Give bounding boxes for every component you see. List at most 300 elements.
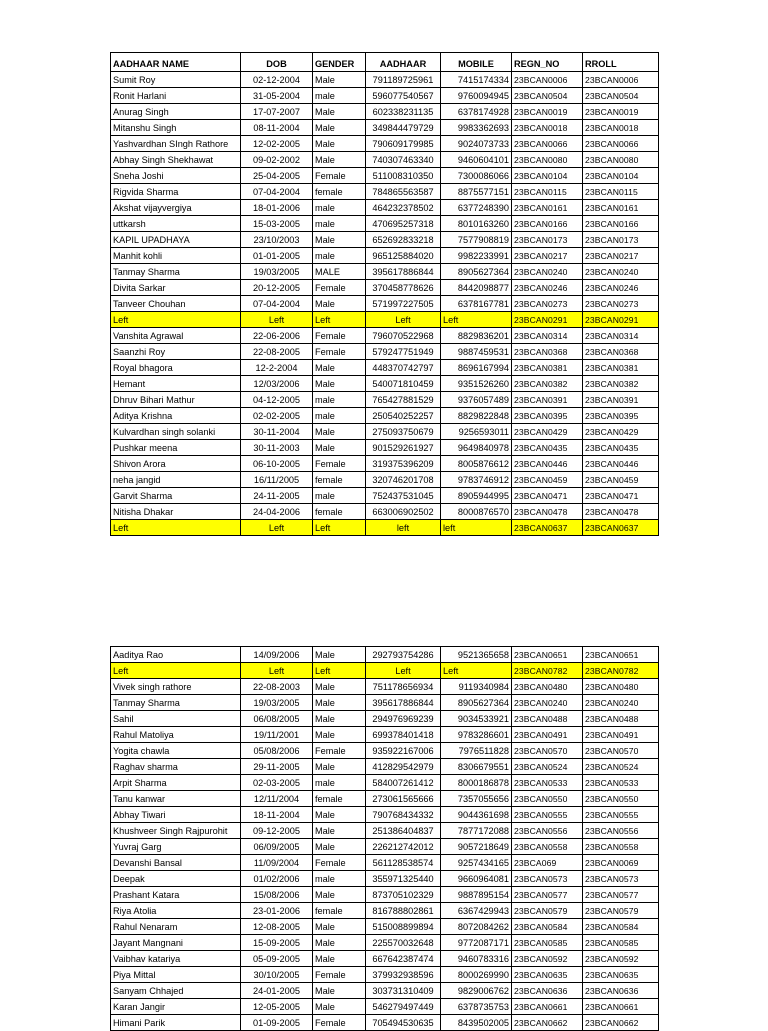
cell-mobile: 9783286601	[441, 727, 512, 743]
cell-rroll: 23BCAN0240	[583, 695, 659, 711]
cell-mobile: 8000876570	[441, 504, 512, 520]
cell-name: Piya Mittal	[111, 967, 241, 983]
cell-aadhaar: 320746201708	[366, 472, 441, 488]
cell-name: Yogita chawla	[111, 743, 241, 759]
cell-gender: male	[313, 88, 366, 104]
cell-mobile: 8005876612	[441, 456, 512, 472]
cell-regn-no: 23BCAN0504	[512, 88, 583, 104]
cell-aadhaar: 251386404837	[366, 823, 441, 839]
cell-dob: 01-01-2005	[241, 248, 313, 264]
cell-dob: 31-05-2004	[241, 88, 313, 104]
cell-mobile: 8072084262	[441, 919, 512, 935]
cell-regn-no: 23BCAN0161	[512, 200, 583, 216]
cell-regn-no: 23BCAN0429	[512, 424, 583, 440]
cell-dob: 18-11-2004	[241, 807, 313, 823]
cell-name: Divita Sarkar	[111, 280, 241, 296]
cell-regn-no: 23BCAN0435	[512, 440, 583, 456]
cell-regn-no: 23BCAN0368	[512, 344, 583, 360]
cell-gender: female	[313, 903, 366, 919]
cell-regn-no: 23BCAN0246	[512, 280, 583, 296]
table-row	[111, 759, 659, 775]
table-row	[111, 647, 659, 663]
cell-rroll: 23BCAN0314	[583, 328, 659, 344]
cell-aadhaar: 319375396209	[366, 456, 441, 472]
table-row	[111, 679, 659, 695]
cell-aadhaar: 226212742012	[366, 839, 441, 855]
cell-regn-no: 23BCAN0471	[512, 488, 583, 504]
cell-dob: 19/03/2005	[241, 695, 313, 711]
cell-aadhaar: 349844479729	[366, 120, 441, 136]
cell-mobile: 8905944995	[441, 488, 512, 504]
cell-aadhaar: 292793754286	[366, 647, 441, 663]
cell-name: Devanshi Bansal	[111, 855, 241, 871]
cell-regn-no: 23BCAN0006	[512, 72, 583, 88]
cell-rroll: 23BCAN0161	[583, 200, 659, 216]
table-row	[111, 488, 659, 504]
cell-name: Kulvardhan singh solanki	[111, 424, 241, 440]
cell-regn-no: 23BCAN0395	[512, 408, 583, 424]
table-row	[111, 152, 659, 168]
cell-aadhaar: 796070522968	[366, 328, 441, 344]
table-row	[111, 919, 659, 935]
cell-dob: 12-08-2005	[241, 919, 313, 935]
cell-aadhaar: 540071810459	[366, 376, 441, 392]
cell-aadhaar: 511008310350	[366, 168, 441, 184]
cell-name: Rigvida Sharma	[111, 184, 241, 200]
cell-gender: Male	[313, 360, 366, 376]
cell-aadhaar: 705494530635	[366, 1015, 441, 1031]
cell-regn-no: 23BCAN0018	[512, 120, 583, 136]
cell-gender: male	[313, 392, 366, 408]
cell-rroll: 23BCAN0391	[583, 392, 659, 408]
cell-aadhaar: 571997227505	[366, 296, 441, 312]
cell-gender: male	[313, 775, 366, 791]
cell-gender: Left	[313, 520, 366, 536]
cell-dob: 07-04-2004	[241, 184, 313, 200]
cell-dob: 07-04-2004	[241, 296, 313, 312]
cell-name: Hemant	[111, 376, 241, 392]
cell-regn-no: 23BCAN0524	[512, 759, 583, 775]
cell-mobile: 9351526260	[441, 376, 512, 392]
cell-aadhaar: 561128538574	[366, 855, 441, 871]
cell-rroll: 23BCAN0573	[583, 871, 659, 887]
cell-regn-no: 23BCAN0585	[512, 935, 583, 951]
cell-regn-no: 23BCAN0782	[512, 663, 583, 679]
cell-dob: 19/03/2005	[241, 264, 313, 280]
cell-aadhaar: 412829542979	[366, 759, 441, 775]
table-row	[111, 791, 659, 807]
cell-mobile: 9460604101	[441, 152, 512, 168]
cell-dob: 02-02-2005	[241, 408, 313, 424]
cell-regn-no: 23BCAN0166	[512, 216, 583, 232]
table-row	[111, 935, 659, 951]
cell-aadhaar: 602338231135	[366, 104, 441, 120]
cell-name: Aaditya Rao	[111, 647, 241, 663]
cell-gender: Male	[313, 72, 366, 88]
cell-regn-no: 23BCAN0240	[512, 264, 583, 280]
cell-mobile: 8829822848	[441, 408, 512, 424]
header-mobile: MOBILE	[441, 53, 512, 72]
cell-mobile: 9772087171	[441, 935, 512, 951]
cell-dob: 09-12-2005	[241, 823, 313, 839]
cell-gender: Male	[313, 120, 366, 136]
cell-dob: 22-08-2005	[241, 344, 313, 360]
cell-rroll: 23BCAN0782	[583, 663, 659, 679]
cell-mobile: 7577908819	[441, 232, 512, 248]
cell-rroll: 23BCAN0069	[583, 855, 659, 871]
cell-gender: Male	[313, 727, 366, 743]
cell-name: Tanmay Sharma	[111, 264, 241, 280]
table-row	[111, 887, 659, 903]
cell-mobile: 8875577151	[441, 184, 512, 200]
cell-gender: Male	[313, 759, 366, 775]
table-row	[111, 855, 659, 871]
cell-dob: 15-03-2005	[241, 216, 313, 232]
cell-rroll: 23BCAN0019	[583, 104, 659, 120]
cell-regn-no: 23BCAN0584	[512, 919, 583, 935]
cell-mobile: 8000269990	[441, 967, 512, 983]
cell-gender: Female	[313, 456, 366, 472]
cell-name: Left	[111, 520, 241, 536]
cell-name: Himani Parik	[111, 1015, 241, 1031]
cell-aadhaar: 652692833218	[366, 232, 441, 248]
cell-name: neha jangid	[111, 472, 241, 488]
cell-name: Raghav sharma	[111, 759, 241, 775]
cell-regn-no: 23BCAN0592	[512, 951, 583, 967]
cell-aadhaar: 448370742797	[366, 360, 441, 376]
cell-mobile: 9887895154	[441, 887, 512, 903]
cell-aadhaar: 303731310409	[366, 983, 441, 999]
cell-aadhaar: 699378401418	[366, 727, 441, 743]
cell-gender: Male	[313, 711, 366, 727]
cell-dob: 12-2-2004	[241, 360, 313, 376]
cell-regn-no: 23BCAN0459	[512, 472, 583, 488]
cell-gender: Female	[313, 1015, 366, 1031]
cell-mobile: Left	[441, 663, 512, 679]
cell-aadhaar: 816788802861	[366, 903, 441, 919]
cell-name: Karan Jangir	[111, 999, 241, 1015]
cell-mobile: 8905627364	[441, 695, 512, 711]
cell-aadhaar: 765427881529	[366, 392, 441, 408]
cell-regn-no: 23BCAN0635	[512, 967, 583, 983]
cell-rroll: 23BCAN0570	[583, 743, 659, 759]
cell-aadhaar: 790609179985	[366, 136, 441, 152]
student-table-1	[110, 52, 659, 536]
cell-dob: 04-12-2005	[241, 392, 313, 408]
cell-gender: Male	[313, 839, 366, 855]
cell-name: Arpit Sharma	[111, 775, 241, 791]
cell-rroll: 23BCAN0558	[583, 839, 659, 855]
cell-rroll: 23BCAN0504	[583, 88, 659, 104]
table-row	[111, 1015, 659, 1031]
table-row	[111, 663, 659, 679]
cell-dob: 25-04-2005	[241, 168, 313, 184]
table-row	[111, 951, 659, 967]
student-table-2	[110, 646, 659, 1031]
cell-aadhaar: 751178656934	[366, 679, 441, 695]
cell-rroll: 23BCAN0429	[583, 424, 659, 440]
cell-name: Tanveer Chouhan	[111, 296, 241, 312]
cell-regn-no: 23BCAN0314	[512, 328, 583, 344]
cell-gender: Male	[313, 887, 366, 903]
cell-dob: 09-02-2002	[241, 152, 313, 168]
cell-name: Prashant Katara	[111, 887, 241, 903]
cell-rroll: 23BCAN0435	[583, 440, 659, 456]
table-row	[111, 120, 659, 136]
cell-aadhaar: 464232378502	[366, 200, 441, 216]
cell-rroll: 23BCAN0579	[583, 903, 659, 919]
cell-regn-no: 23BCAN0080	[512, 152, 583, 168]
table-row	[111, 743, 659, 759]
cell-aadhaar: 515008899894	[366, 919, 441, 935]
cell-regn-no: 23BCAN0556	[512, 823, 583, 839]
cell-mobile: 9649840978	[441, 440, 512, 456]
cell-name: Abhay Tiwari	[111, 807, 241, 823]
cell-rroll: 23BCAN0382	[583, 376, 659, 392]
cell-gender: Male	[313, 983, 366, 999]
cell-mobile: 9024073733	[441, 136, 512, 152]
cell-mobile: 9257434165	[441, 855, 512, 871]
cell-mobile: 6378167781	[441, 296, 512, 312]
cell-dob: 12/11/2004	[241, 791, 313, 807]
table-row	[111, 280, 659, 296]
cell-name: Vivek singh rathore	[111, 679, 241, 695]
cell-name: Aditya Krishna	[111, 408, 241, 424]
cell-regn-no: 23BCAN0217	[512, 248, 583, 264]
cell-gender: Male	[313, 823, 366, 839]
cell-gender: Male	[313, 999, 366, 1015]
cell-dob: 24-01-2005	[241, 983, 313, 999]
cell-rroll: 23BCAN0217	[583, 248, 659, 264]
cell-dob: 02-12-2004	[241, 72, 313, 88]
cell-aadhaar: 663006902502	[366, 504, 441, 520]
cell-rroll: 23BCAN0459	[583, 472, 659, 488]
cell-gender: Male	[313, 647, 366, 663]
table-row	[111, 424, 659, 440]
cell-gender: male	[313, 871, 366, 887]
header-regn-no: REGN_NO	[512, 53, 583, 72]
table-row	[111, 839, 659, 855]
cell-rroll: 23BCAN0480	[583, 679, 659, 695]
cell-dob: 29-11-2005	[241, 759, 313, 775]
cell-mobile: 9887459531	[441, 344, 512, 360]
cell-name: Mitanshu Singh	[111, 120, 241, 136]
cell-aadhaar: 395617886844	[366, 264, 441, 280]
cell-rroll: 23BCAN0555	[583, 807, 659, 823]
cell-regn-no: 23BCAN0636	[512, 983, 583, 999]
cell-gender: Female	[313, 168, 366, 184]
cell-rroll: 23BCAN0006	[583, 72, 659, 88]
table-row	[111, 695, 659, 711]
cell-rroll: 23BCAN0635	[583, 967, 659, 983]
table-row	[111, 72, 659, 88]
table-row	[111, 264, 659, 280]
cell-aadhaar: 935922167006	[366, 743, 441, 759]
table-row	[111, 200, 659, 216]
cell-name: Saanzhi Roy	[111, 344, 241, 360]
cell-gender: Male	[313, 440, 366, 456]
table-row	[111, 711, 659, 727]
cell-rroll: 23BCAN0381	[583, 360, 659, 376]
cell-name: Nitisha Dhakar	[111, 504, 241, 520]
cell-name: Khushveer Singh Rajpurohit	[111, 823, 241, 839]
cell-aadhaar: Left	[366, 312, 441, 328]
cell-rroll: 23BCAN0585	[583, 935, 659, 951]
cell-regn-no: 23BCAN0662	[512, 1015, 583, 1031]
cell-aadhaar: Left	[366, 663, 441, 679]
cell-dob: 06-10-2005	[241, 456, 313, 472]
cell-dob: Left	[241, 520, 313, 536]
cell-gender: male	[313, 216, 366, 232]
cell-mobile: 9034533921	[441, 711, 512, 727]
cell-mobile: 9460783316	[441, 951, 512, 967]
cell-name: Dhruv Bihari Mathur	[111, 392, 241, 408]
cell-rroll: 23BCAN0115	[583, 184, 659, 200]
cell-name: Yuvraj Garg	[111, 839, 241, 855]
cell-dob: 22-08-2003	[241, 679, 313, 695]
cell-rroll: 23BCAN0661	[583, 999, 659, 1015]
cell-name: Left	[111, 312, 241, 328]
cell-regn-no: 23BCAN0478	[512, 504, 583, 520]
cell-mobile: 9660964081	[441, 871, 512, 887]
cell-gender: Male	[313, 296, 366, 312]
cell-rroll: 23BCAN0240	[583, 264, 659, 280]
cell-name: Vanshita Agrawal	[111, 328, 241, 344]
cell-mobile: 8010163260	[441, 216, 512, 232]
cell-dob: 22-06-2006	[241, 328, 313, 344]
cell-dob: 20-12-2005	[241, 280, 313, 296]
cell-gender: Male	[313, 424, 366, 440]
cell-regn-no: 23BCAN0446	[512, 456, 583, 472]
cell-rroll: 23BCAN0533	[583, 775, 659, 791]
cell-dob: 24-04-2006	[241, 504, 313, 520]
cell-dob: 17-07-2007	[241, 104, 313, 120]
cell-name: Left	[111, 663, 241, 679]
cell-name: KAPIL UPADHAYA	[111, 232, 241, 248]
cell-name: Rahul Matoliya	[111, 727, 241, 743]
cell-name: Pushkar meena	[111, 440, 241, 456]
cell-rroll: 23BCAN0478	[583, 504, 659, 520]
table-row	[111, 456, 659, 472]
cell-gender: Male	[313, 919, 366, 935]
cell-name: Yashvardhan SIngh Rathore	[111, 136, 241, 152]
table-row	[111, 999, 659, 1015]
cell-mobile: 7357055656	[441, 791, 512, 807]
cell-name: uttkarsh	[111, 216, 241, 232]
cell-gender: Male	[313, 152, 366, 168]
cell-mobile: 9829006762	[441, 983, 512, 999]
cell-mobile: 9044361698	[441, 807, 512, 823]
cell-gender: male	[313, 200, 366, 216]
cell-dob: 19/11/2001	[241, 727, 313, 743]
cell-aadhaar: 873705102329	[366, 887, 441, 903]
cell-aadhaar: 784865563587	[366, 184, 441, 200]
cell-rroll: 23BCAN0446	[583, 456, 659, 472]
cell-mobile: 6378174928	[441, 104, 512, 120]
cell-gender: female	[313, 504, 366, 520]
table-row	[111, 232, 659, 248]
cell-dob: 12/03/2006	[241, 376, 313, 392]
cell-rroll: 23BCAN0577	[583, 887, 659, 903]
cell-rroll: 23BCAN0491	[583, 727, 659, 743]
table-row	[111, 328, 659, 344]
header-gender: GENDER	[313, 53, 366, 72]
cell-dob: 12-05-2005	[241, 999, 313, 1015]
cell-gender: Male	[313, 935, 366, 951]
cell-mobile: 9982233991	[441, 248, 512, 264]
cell-gender: Male	[313, 376, 366, 392]
cell-name: Manhit kohli	[111, 248, 241, 264]
cell-mobile: 6378735753	[441, 999, 512, 1015]
cell-gender: Female	[313, 743, 366, 759]
cell-mobile: 7877172088	[441, 823, 512, 839]
table-row	[111, 248, 659, 264]
cell-dob: 24-11-2005	[241, 488, 313, 504]
table-row	[111, 168, 659, 184]
table-row	[111, 88, 659, 104]
cell-mobile: 9783746912	[441, 472, 512, 488]
cell-regn-no: 23BCAN0573	[512, 871, 583, 887]
table-row	[111, 296, 659, 312]
cell-rroll: 23BCAN0471	[583, 488, 659, 504]
cell-dob: 16/11/2005	[241, 472, 313, 488]
cell-mobile: 9256593011	[441, 424, 512, 440]
cell-mobile: 9521365658	[441, 647, 512, 663]
cell-mobile: 6377248390	[441, 200, 512, 216]
cell-name: Tanu kanwar	[111, 791, 241, 807]
table-row	[111, 823, 659, 839]
cell-aadhaar: 667642387474	[366, 951, 441, 967]
table-row	[111, 184, 659, 200]
table-row	[111, 392, 659, 408]
cell-regn-no: 23BCAN0637	[512, 520, 583, 536]
cell-name: Royal bhagora	[111, 360, 241, 376]
cell-mobile: 7300086066	[441, 168, 512, 184]
cell-name: Ronit Harlani	[111, 88, 241, 104]
cell-mobile: Left	[441, 312, 512, 328]
cell-mobile: 7976511828	[441, 743, 512, 759]
cell-gender: Female	[313, 855, 366, 871]
cell-regn-no: 23BCAN0019	[512, 104, 583, 120]
cell-dob: 08-11-2004	[241, 120, 313, 136]
table-row	[111, 983, 659, 999]
cell-rroll: 23BCAN0524	[583, 759, 659, 775]
cell-dob: 11/09/2004	[241, 855, 313, 871]
cell-regn-no: 23BCAN0570	[512, 743, 583, 759]
cell-mobile: left	[441, 520, 512, 536]
cell-aadhaar: 752437531045	[366, 488, 441, 504]
cell-gender: female	[313, 791, 366, 807]
cell-mobile: 8306679551	[441, 759, 512, 775]
cell-dob: 23/10/2003	[241, 232, 313, 248]
cell-rroll: 23BCAN0662	[583, 1015, 659, 1031]
header-row	[111, 53, 659, 72]
cell-rroll: 23BCAN0246	[583, 280, 659, 296]
cell-aadhaar: 596077540567	[366, 88, 441, 104]
cell-gender: Male	[313, 807, 366, 823]
cell-regn-no: 23BCAN0577	[512, 887, 583, 903]
table-row	[111, 472, 659, 488]
cell-rroll: 23BCAN0066	[583, 136, 659, 152]
table-row	[111, 504, 659, 520]
cell-regn-no: 23BCAN0480	[512, 679, 583, 695]
table-row	[111, 807, 659, 823]
cell-gender: Female	[313, 280, 366, 296]
cell-dob: 05/08/2006	[241, 743, 313, 759]
cell-aadhaar: 395617886844	[366, 695, 441, 711]
cell-aadhaar: 275093750679	[366, 424, 441, 440]
cell-aadhaar: 355971325440	[366, 871, 441, 887]
